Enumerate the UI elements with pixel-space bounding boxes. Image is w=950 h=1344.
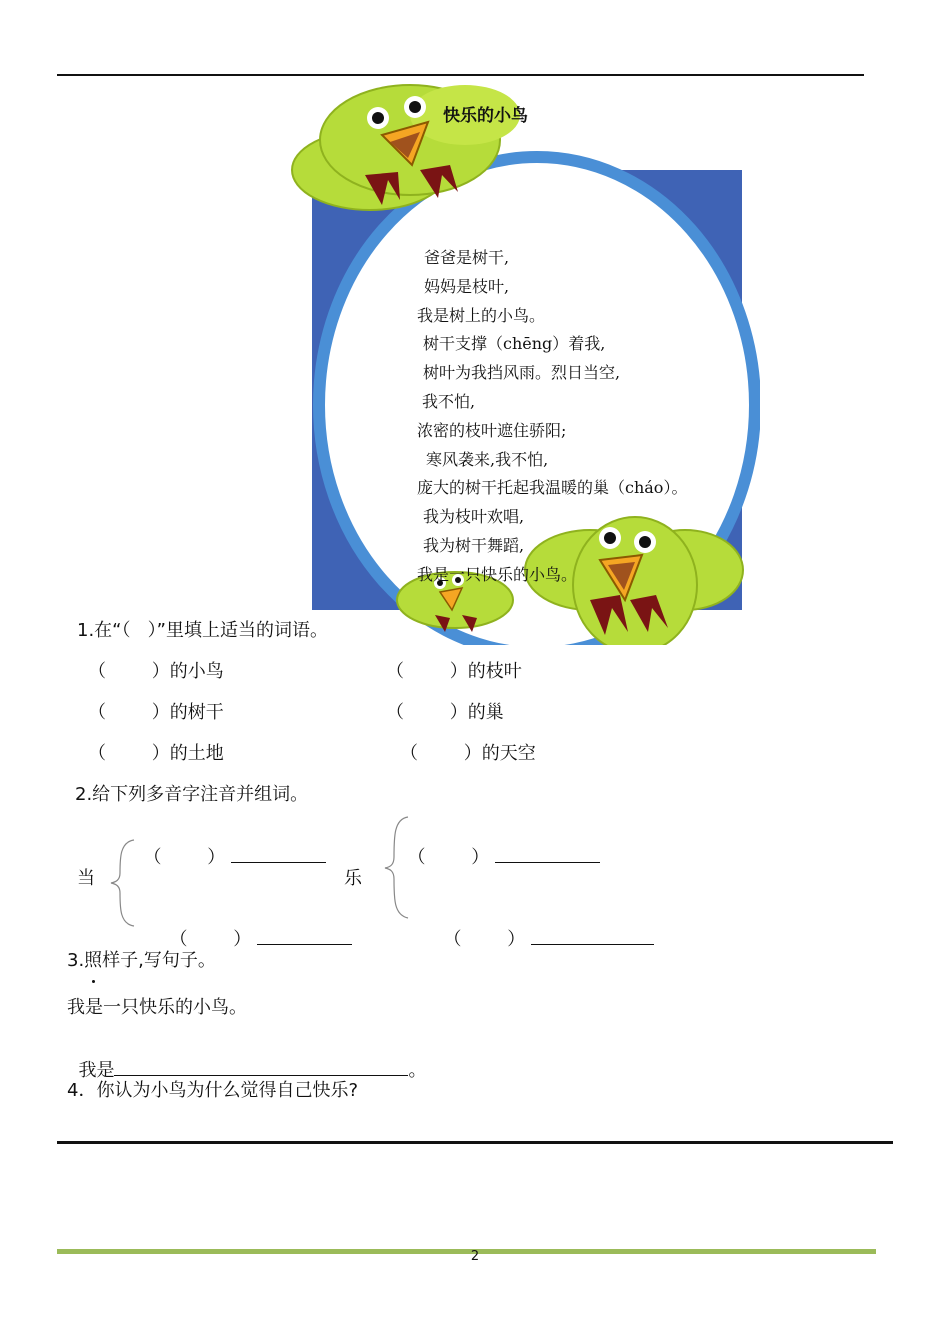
page-number: 2 — [470, 1249, 480, 1264]
poem-line: 我为树干舞蹈, — [423, 535, 525, 555]
poem-line: 浓密的枝叶遮住骄阳; — [417, 420, 567, 440]
poem-text — [417, 244, 687, 590]
paren-blank[interactable]: （ ） — [407, 847, 490, 868]
q3-answer-row — [67, 1035, 426, 1082]
q1-item: （ ）的天空 — [400, 743, 536, 764]
answer-line[interactable] — [531, 935, 654, 945]
q2-prompt: 2.给下列多音字注音并组词。 — [75, 784, 309, 805]
poem-line: 我为枝叶欢唱, — [423, 507, 525, 527]
paren-blank[interactable]: （ ） — [443, 929, 526, 950]
poem-line: 寒风袭来,我不怕, — [426, 449, 549, 469]
q1-item: （ ）的小鸟 — [88, 661, 224, 682]
q1-item: （ ）的土地 — [88, 743, 224, 764]
poem-line: 树干支撑（chēng）着我, — [423, 334, 606, 354]
q2-le-row1 — [396, 822, 600, 869]
answer-line[interactable] — [495, 844, 600, 863]
q3-answer-suffix: 。 — [408, 1060, 427, 1081]
emphasis-dot — [92, 980, 95, 983]
q2-le-row2 — [432, 904, 654, 951]
q1-item: （ ）的树干 — [88, 702, 224, 723]
q3-prompt: 3.照样子,写句子。 — [67, 950, 216, 971]
paren-blank[interactable]: （ ） — [169, 929, 252, 950]
poem-line: 爸爸是树干, — [424, 248, 510, 267]
paren-blank[interactable]: （ ） — [143, 847, 226, 868]
top-rule — [57, 74, 864, 76]
q1-item: （ ）的枝叶 — [386, 661, 522, 682]
bottom-rule — [57, 1141, 893, 1144]
poem-line: 妈妈是枝叶, — [424, 276, 510, 296]
q3-example: 我是一只快乐的小鸟。 — [67, 997, 247, 1018]
q2-dang-row2 — [158, 904, 352, 951]
poem-line: 我是树上的小鸟。 — [417, 305, 546, 325]
q2-dang-row1 — [132, 822, 326, 869]
poem-line: 树叶为我挡风雨。烈日当空, — [423, 363, 621, 383]
poem-line: 我不怕, — [422, 391, 476, 411]
q2-char-dang: 当 — [77, 868, 95, 889]
q4-prompt: 4．你认为小鸟为什么觉得自己快乐? — [67, 1080, 359, 1101]
poem-line: 我是一只快乐的小鸟。 — [417, 564, 578, 584]
q1-prompt: 1.在“（ ）”里填上适当的词语。 — [77, 620, 328, 641]
poem-line: 庞大的树干托起我温暖的巢（cháo）。 — [417, 478, 688, 498]
answer-line[interactable] — [257, 926, 352, 945]
poem-title: 快乐的小鸟 — [443, 106, 528, 126]
q3-answer-prefix: 我是 — [78, 1060, 115, 1081]
q1-item: （ ）的巢 — [386, 702, 504, 723]
q3-answer-line[interactable] — [114, 1057, 408, 1076]
q2-char-le: 乐 — [344, 868, 362, 889]
answer-line[interactable] — [231, 844, 326, 863]
